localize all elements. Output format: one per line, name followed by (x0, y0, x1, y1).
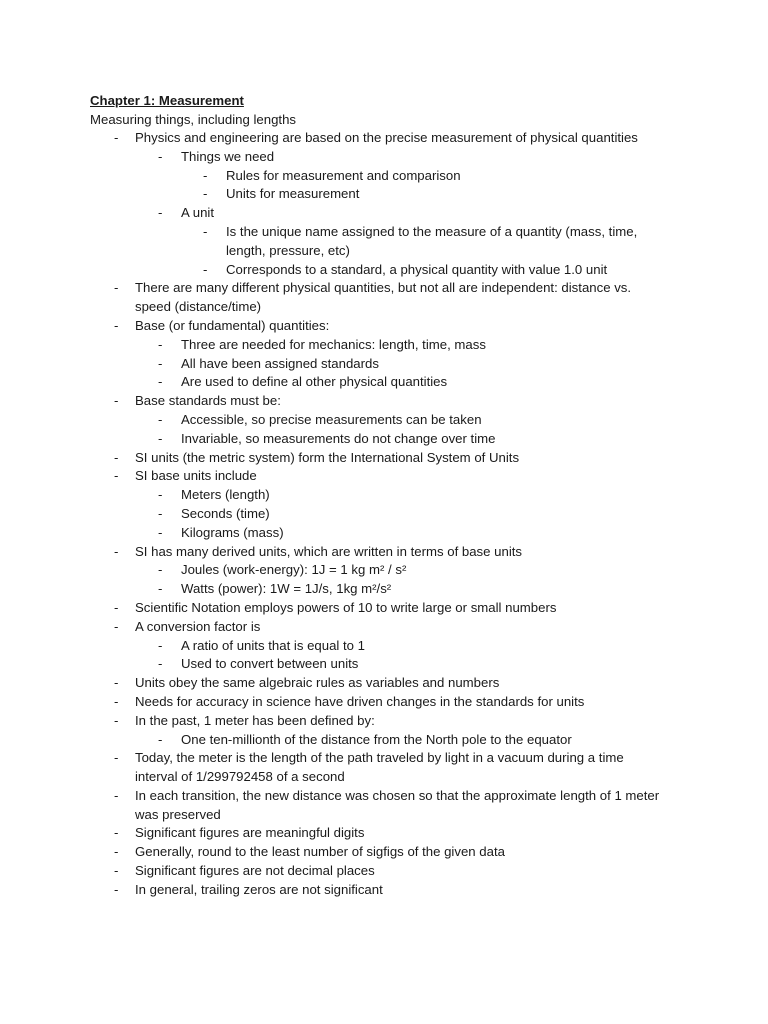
list-item (0, 655, 768, 674)
list-item (0, 261, 768, 280)
list-item-text: Today, the meter is the length of the path traveled by light in a vacuum during a time interval of 1/299792458 of a second (135, 750, 624, 785)
bullet-dash: - (114, 787, 119, 803)
list-item (0, 373, 768, 392)
bullet-dash: - (114, 393, 119, 409)
bullet-dash: - (114, 130, 119, 145)
bullet-dash: - (114, 750, 119, 766)
section-subtitle: Measuring things, including lengths (90, 112, 296, 127)
bullet-dash: - (158, 374, 163, 390)
list-item-text: Units for measurement (226, 186, 360, 202)
bullet-dash: - (114, 693, 119, 709)
bullet-dash: - (114, 825, 119, 841)
bullet-dash: - (158, 524, 163, 540)
list-item-text: Things we need (181, 148, 275, 164)
list-item (0, 467, 768, 486)
list-item-text: Joules (work-energy): 1J = 1 kg m² / s² (181, 562, 407, 578)
list-item (0, 129, 768, 148)
bullet-dash: - (114, 881, 119, 897)
list-item-text: Seconds (time) (181, 505, 270, 521)
list-item-text: SI has many derived units, which are written in terms of base units (135, 543, 523, 559)
list-item-text: In each transition, the new distance was chosen so that the approximate length of 1 meter was preserved (135, 787, 660, 822)
bullet-dash: - (158, 355, 163, 371)
list-item-text: Are used to define al other physical quantities (181, 374, 448, 390)
bullet-dash: - (114, 543, 119, 559)
list-item-text: Units obey the same algebraic rules as variables and numbers (135, 675, 500, 691)
list-item-text: Significant figures are not decimal places (135, 863, 375, 879)
list-item-text: Kilograms (mass) (181, 524, 284, 540)
list-item-text: Rules for measurement and comparison (226, 167, 461, 183)
list-item (0, 824, 768, 843)
list-item (0, 392, 768, 411)
list-item-text: SI base units include (135, 468, 257, 484)
bullet-dash: - (158, 148, 163, 164)
list-item-text: Three are needed for mechanics: length, time, mass (181, 336, 486, 352)
list-item (0, 543, 768, 562)
bullet-dash: - (114, 712, 119, 728)
bullet-dash: - (158, 487, 163, 503)
list-item (0, 749, 768, 787)
list-item (0, 505, 768, 524)
list-item-text: Needs for accuracy in science have driven changes in the standards for units (135, 693, 585, 709)
list-item-text: Base (or fundamental) quantities: (135, 317, 330, 333)
bullet-dash: - (158, 430, 163, 446)
list-item-text: In the past, 1 meter has been defined by: (135, 712, 375, 728)
bullet-dash: - (114, 468, 119, 484)
bullet-dash: - (158, 581, 163, 597)
list-item (0, 148, 768, 167)
chapter-title: Chapter 1: Measurement (90, 93, 244, 108)
list-item (0, 618, 768, 637)
list-item (0, 317, 768, 336)
list-item (0, 881, 768, 900)
list-item-text: Significant figures are meaningful digits (135, 825, 365, 841)
list-item (0, 693, 768, 712)
list-item-text: Meters (length) (181, 487, 270, 503)
bullet-dash: - (114, 280, 119, 296)
bullet-dash: - (114, 317, 119, 333)
list-item (0, 167, 768, 186)
list-item-text: Watts (power): 1W = 1J/s, 1kg m²/s² (181, 581, 392, 597)
list-item (0, 674, 768, 693)
list-item-text: Accessible, so precise measurements can be taken (181, 411, 482, 427)
bullet-dash: - (158, 637, 163, 653)
bullet-dash: - (203, 223, 208, 239)
list-item (0, 449, 768, 468)
bullet-dash: - (114, 599, 119, 615)
list-item-text: A unit (181, 205, 214, 221)
list-item (0, 637, 768, 656)
list-item-text: A conversion factor is (135, 618, 261, 634)
bullet-dash: - (158, 505, 163, 521)
notes-list (0, 129, 768, 900)
bullet-dash: - (203, 261, 208, 277)
bullet-dash: - (114, 675, 119, 691)
bullet-dash: - (158, 562, 163, 578)
list-item (0, 486, 768, 505)
bullet-dash: - (114, 863, 119, 879)
list-item (0, 843, 768, 862)
list-item (0, 712, 768, 731)
list-item-text: All have been assigned standards (181, 355, 379, 371)
list-item (0, 430, 768, 449)
list-item-text: Scientific Notation employs powers of 10 to write large or small numbers (135, 599, 557, 615)
list-item-text: Physics and engineering are based on the precise measurement of physical quantities (135, 130, 638, 145)
list-item-text: In general, trailing zeros are not significant (135, 881, 383, 897)
list-item (0, 279, 768, 317)
list-item-text: There are many different physical quantities, but not all are independent: distance vs. speed (distance/time) (135, 280, 632, 315)
bullet-dash: - (158, 731, 163, 747)
bullet-dash: - (158, 656, 163, 672)
bullet-dash: - (158, 336, 163, 352)
list-item (0, 185, 768, 204)
list-item-text: One ten-millionth of the distance from the North pole to the equator (181, 731, 572, 747)
list-item (0, 524, 768, 543)
bullet-dash: - (114, 618, 119, 634)
list-item (0, 862, 768, 881)
list-item-text: Generally, round to the least number of sigfigs of the given data (135, 844, 505, 860)
list-item-text: Corresponds to a standard, a physical quantity with value 1.0 unit (226, 261, 608, 277)
bullet-dash: - (203, 167, 208, 183)
list-item (0, 355, 768, 374)
bullet-dash: - (158, 411, 163, 427)
list-item (0, 336, 768, 355)
bullet-dash: - (114, 449, 119, 465)
list-item (0, 204, 768, 223)
list-item (0, 411, 768, 430)
list-item-text: Invariable, so measurements do not change over time (181, 430, 496, 446)
list-item-text: SI units (the metric system) form the International System of Units (135, 449, 520, 465)
list-item (0, 787, 768, 825)
list-item-text: Used to convert between units (181, 656, 359, 672)
list-item (0, 561, 768, 580)
bullet-dash: - (203, 186, 208, 202)
list-item-text: Base standards must be: (135, 393, 281, 409)
bullet-dash: - (158, 205, 163, 221)
list-item-text: Is the unique name assigned to the measure of a quantity (mass, time, length, pressure, etc) (226, 223, 638, 258)
list-item (0, 599, 768, 618)
list-item-text: A ratio of units that is equal to 1 (181, 637, 366, 653)
list-item (0, 580, 768, 599)
list-item (0, 731, 768, 750)
bullet-dash: - (114, 844, 119, 860)
list-item (0, 223, 768, 261)
